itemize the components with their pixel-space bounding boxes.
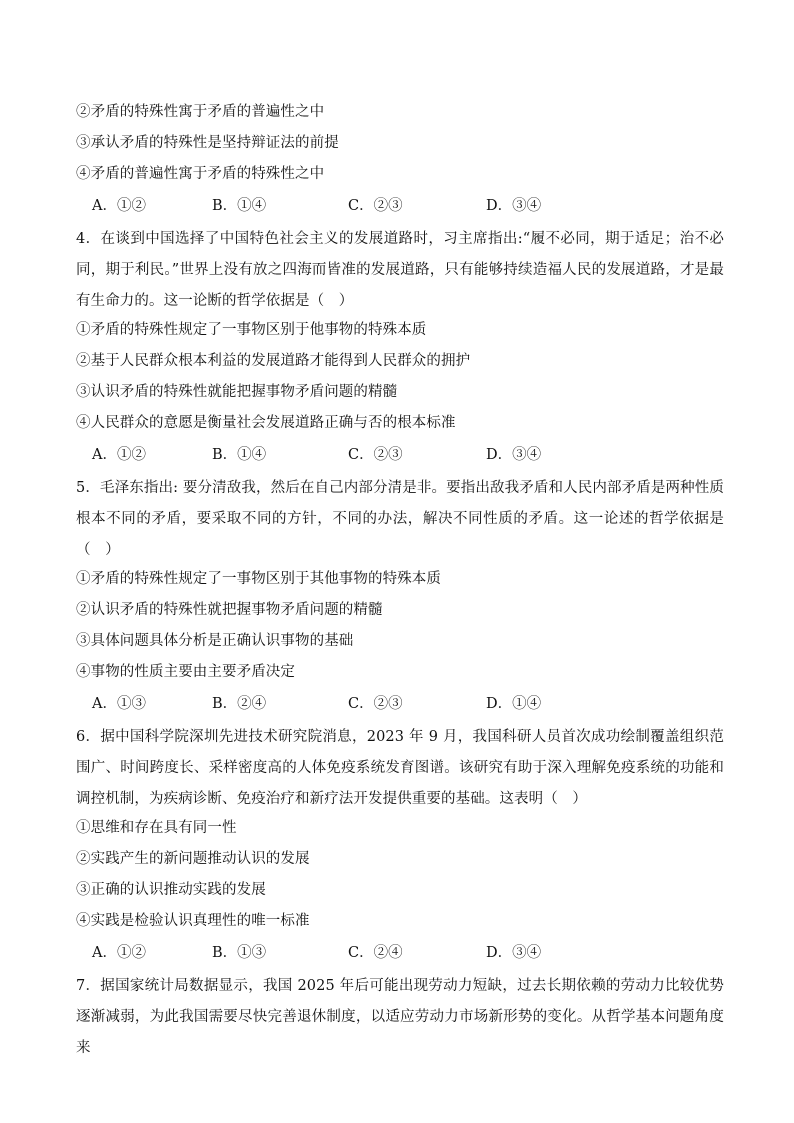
q4-item-1: ①矛盾的特殊性规定了一事物区别于他事物的特殊本质: [76, 322, 427, 338]
q4-item-2: ②基于人民群众根本利益的发展道路才能得到人民群众的拥护: [76, 353, 471, 369]
q3-item-4: ④矛盾的普遍性寓于矛盾的特殊性之中: [76, 166, 325, 182]
q4-stem: 4．在谈到中国选择了中国特色社会主义的发展道路时，习主席指出:“履不必同，期于适足；治不必同，期于利民。”世界上没有放之四海而皆准的发展道路，只有能够持续造福人民的发展道路，才是最有生命力的。这一论断的哲学依据是（ ）: [76, 231, 724, 309]
q3-option-c[interactable]: C．②③: [348, 198, 403, 214]
q3-item-3: ③承认矛盾的特殊性是坚持辩证法的前提: [76, 135, 339, 151]
q6-option-c[interactable]: C．②④: [348, 945, 403, 961]
q5-item-3: ③具体问题具体分析是正确认识事物的基础: [76, 633, 354, 649]
q5-stem: 5．毛泽东指出: 要分清敌我，然后在自己内部分清是非。要指出敌我矛盾和人民内部矛盾是两种性质根本不同的矛盾，要采取不同的方针，不同的办法，解决不同性质的矛盾。这一论述的哲学依据是（ ）: [76, 480, 724, 558]
q3-option-a[interactable]: A．①②: [92, 198, 146, 214]
q6-option-b[interactable]: B．①③: [212, 945, 267, 961]
q5-option-d[interactable]: D．①④: [486, 696, 542, 712]
q4-option-c[interactable]: C．②③: [348, 447, 403, 463]
q3-option-d[interactable]: D．③④: [486, 198, 542, 214]
q6-item-2: ②实践产生的新问题推动认识的发展: [76, 851, 310, 867]
q5-option-c[interactable]: C．②③: [348, 696, 403, 712]
q7-stem: 7．据国家统计局数据显示，我国 2025 年后可能出现劳动力短缺，过去长期依赖的劳动力比较优势逐渐减弱，为此我国需要尽快完善退休制度，以适应劳动力市场新形势的变化。从哲学基本问题角度来: [76, 978, 724, 1056]
q3-item-2: ②矛盾的特殊性寓于矛盾的普遍性之中: [76, 104, 325, 120]
q5-item-4: ④事物的性质主要由主要矛盾决定: [76, 664, 295, 680]
q6-item-1: ①思维和存在具有同一性: [76, 820, 237, 836]
q5-option-b[interactable]: B．②④: [212, 696, 267, 712]
q4-option-b[interactable]: B．①④: [212, 447, 267, 463]
q4-item-3: ③认识矛盾的特殊性就能把握事物矛盾问题的精髓: [76, 384, 398, 400]
q4-option-d[interactable]: D．③④: [486, 447, 542, 463]
q3-option-b[interactable]: B．①④: [212, 198, 267, 214]
q5-option-a[interactable]: A．①③: [92, 696, 146, 712]
q4-option-a[interactable]: A．①②: [92, 447, 146, 463]
q6-option-a[interactable]: A．①②: [92, 945, 146, 961]
q6-item-4: ④实践是检验认识真理性的唯一标准: [76, 913, 310, 929]
q6-option-d[interactable]: D．③④: [486, 945, 542, 961]
q4-item-4: ④人民群众的意愿是衡量社会发展道路正确与否的根本标准: [76, 415, 456, 431]
q6-stem: 6．据中国科学院深圳先进技术研究院消息，2023 年 9 月，我国科研人员首次成功绘制覆盖组织范围广、时间跨度长、采样密度高的人体免疫系统发育图谱。该研究有助于深入理解免疫系统的功能和调控机制，为疾病诊断、免疫治疗和新疗法开发提供重要的基础。这表明（ ）: [76, 729, 724, 807]
q5-item-2: ②认识矛盾的特殊性就把握事物矛盾问题的精髓: [76, 602, 383, 618]
q6-item-3: ③正确的认识推动实践的发展: [76, 882, 266, 898]
q5-item-1: ①矛盾的特殊性规定了一事物区别于其他事物的特殊本质: [76, 571, 441, 587]
